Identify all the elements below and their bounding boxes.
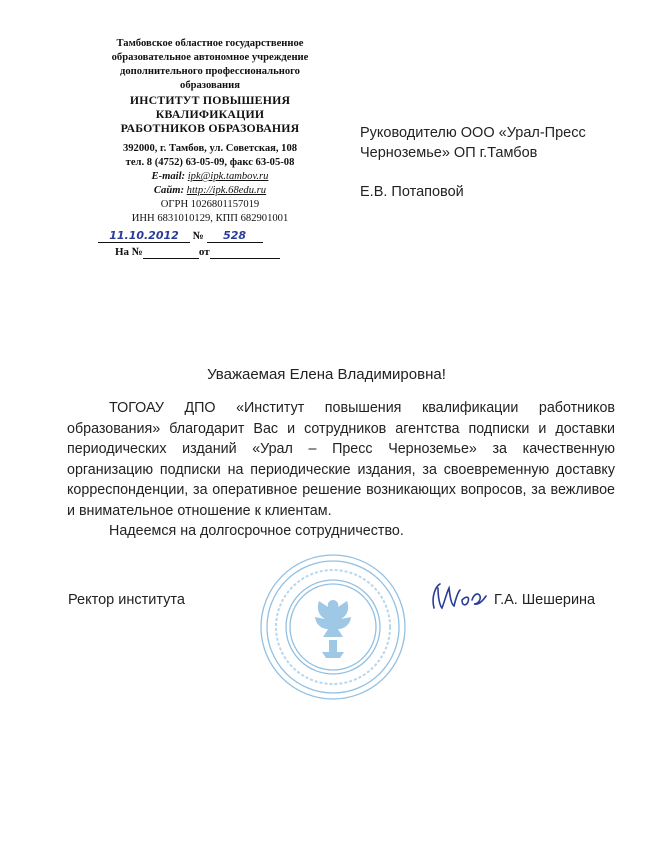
site-link[interactable]: http://ipk.68edu.ru [186, 185, 267, 196]
addressee-line: Черноземье» ОП г.Тамбов [360, 145, 538, 161]
reference-number-label: На № [115, 246, 143, 258]
org-site [60, 184, 360, 198]
reference-from-label: от [198, 246, 210, 258]
outgoing-registration [98, 229, 298, 243]
org-name-line: дополнительного профессионального [120, 66, 300, 77]
institute-name-line: РАБОТНИКОВ ОБРАЗОВАНИЯ [120, 121, 300, 135]
official-stamp [258, 552, 408, 702]
outgoing-date-field [98, 229, 190, 243]
outgoing-date: 11.10.2012 [109, 229, 179, 242]
reference-date-field [210, 246, 280, 259]
site-label: Сайт: [153, 185, 184, 196]
institute-name-line: ИНСТИТУТ ПОВЫШЕНИЯ [129, 93, 291, 107]
addressee-block [360, 123, 586, 202]
letter-body [67, 398, 615, 542]
org-email [60, 170, 360, 184]
reference-registration [115, 246, 315, 259]
org-phone: тел. 8 (4752) 63-05-09, факс 63-05-08 [125, 157, 295, 168]
eagle-emblem-icon [315, 600, 351, 658]
outgoing-number-label: № [192, 230, 204, 242]
greeting: Уважаемая Елена Владимировна! [207, 366, 446, 383]
org-name-line: Тамбовское областное государственное [116, 38, 304, 49]
org-inn: ИНН 6831010129, КПП 682901001 [131, 213, 289, 224]
outgoing-number: 528 [223, 229, 247, 242]
signatory-position: Ректор института [68, 592, 185, 608]
body-paragraph: Надеемся на долгосрочное сотрудничество. [109, 523, 404, 539]
reference-number-field [143, 246, 199, 259]
org-name-line: образования [180, 80, 240, 91]
signatory-name: Г.А. Шешерина [494, 592, 596, 608]
handwritten-signature [428, 578, 490, 618]
addressee-name: Е.В. Потаповой [360, 184, 464, 200]
org-header [60, 37, 360, 135]
org-ogrn: ОГРН 1026801157019 [160, 199, 260, 210]
org-name-line: образовательное автономное учреждение [111, 52, 309, 63]
org-contacts [60, 142, 360, 226]
institute-name-line: КВАЛИФИКАЦИИ [155, 107, 265, 121]
email-link[interactable]: ipk@ipk.tambov.ru [187, 171, 269, 182]
outgoing-number-field [207, 229, 263, 243]
email-label: E-mail: [151, 171, 186, 182]
body-paragraph: ТОГОАУ ДПО «Институт повышения квалификации работников образования» благодарит Вас и сотрудников агентства подписки и доставки периодических изданий «Урал – Пресс Черноземье» за качественную организацию подписки на периодические издания, за своевременную доставку корреспонденции, за оперативное решение возникающих вопросов, за вежливое и внимательное отношение к клиентам. [67, 400, 615, 519]
addressee-line: Руководителю ООО «Урал-Пресс [360, 125, 586, 141]
org-address: 392000, г. Тамбов, ул. Советская, 108 [122, 143, 298, 154]
